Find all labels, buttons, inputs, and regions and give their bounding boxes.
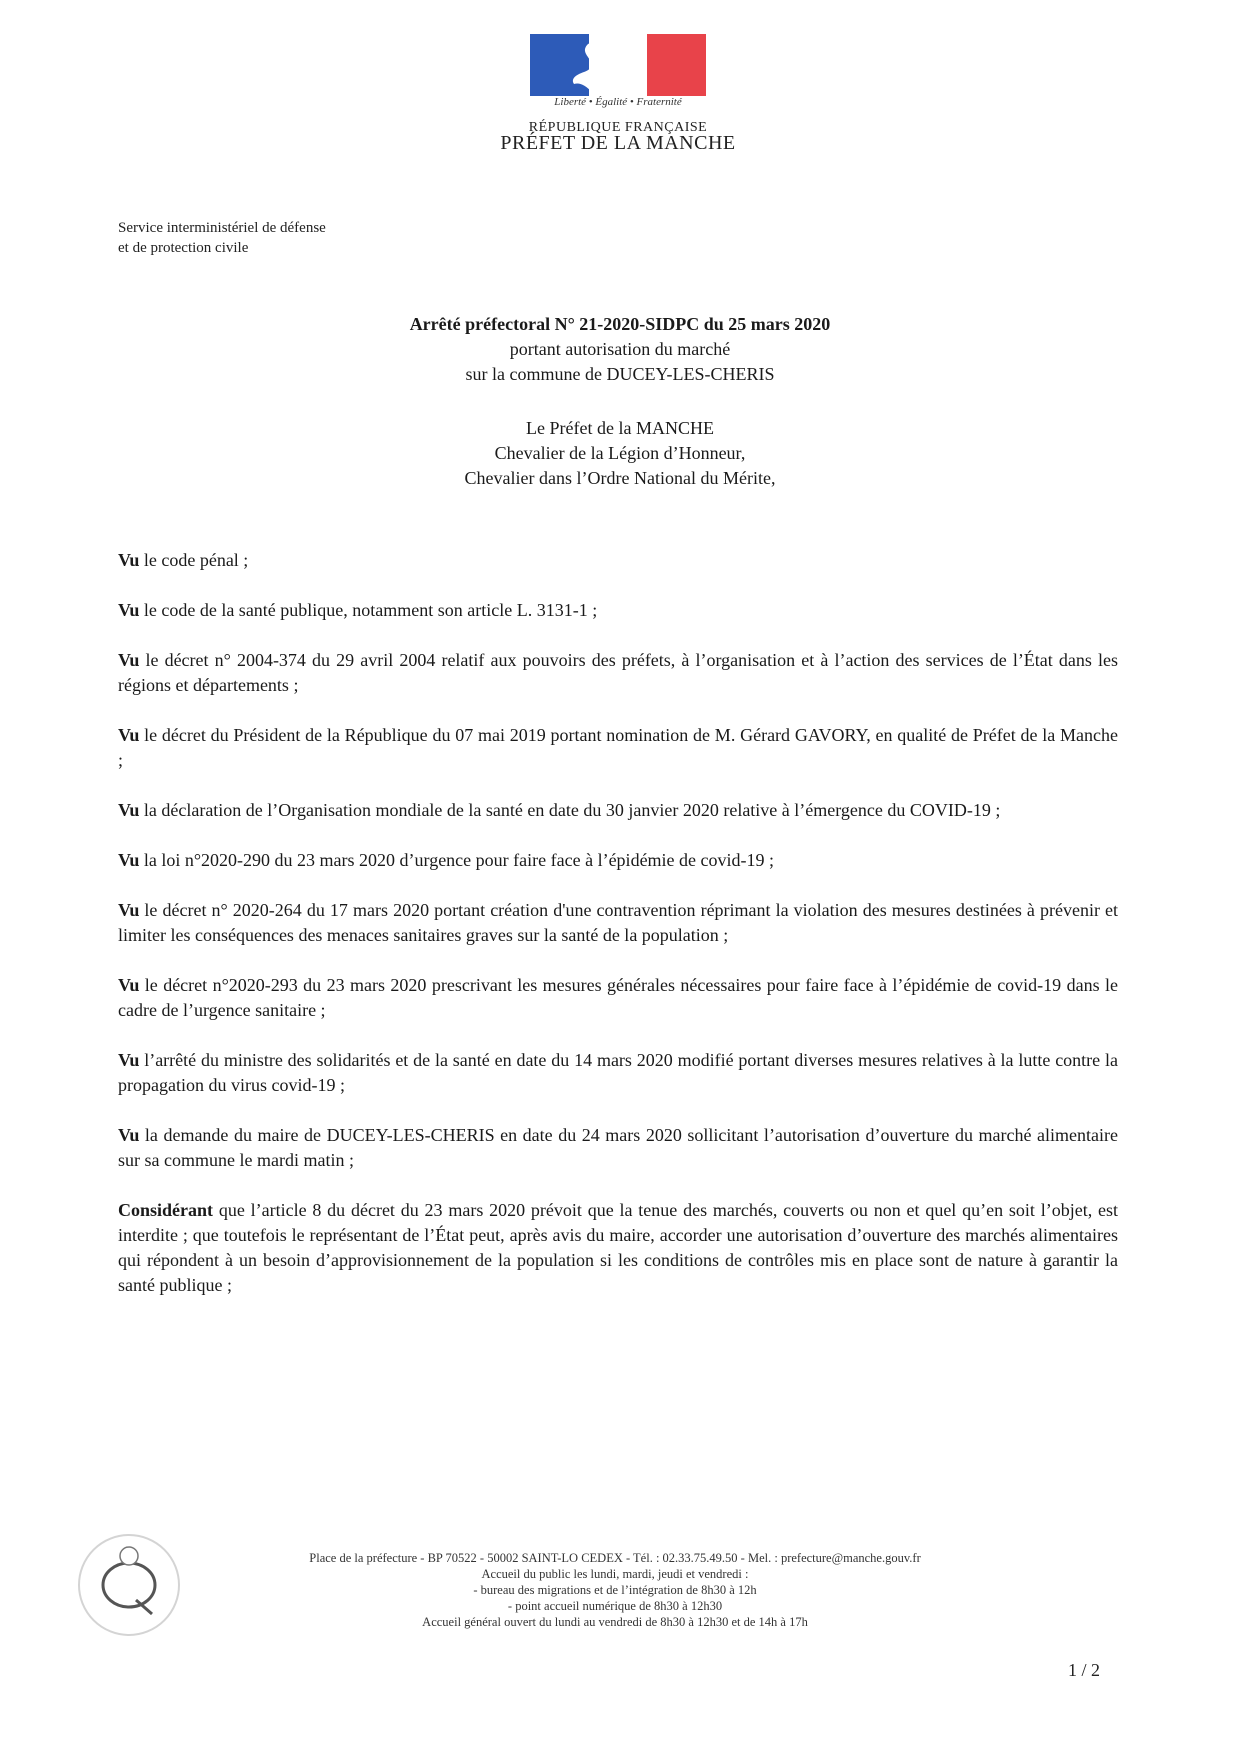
visa-text: le décret n°2020-293 du 23 mars 2020 prescrivant les mesures générales nécessaires pour faire face à l’épidémie de covid-19 dans le cadre de l’urgence sanitaire ; — [118, 975, 1118, 1020]
footer-address: Place de la préfecture - BP 70522 - 50002 SAINT-LO CEDEX - Tél. : 02.33.75.49.50 - Mel. : prefecture@manche.gouv.fr — [309, 1551, 921, 1565]
republic-motto: Liberté • Égalité • Fraternité — [554, 96, 682, 108]
visa-paragraph — [118, 648, 1118, 698]
footer-hours-numerique: - point accueil numérique de 8h30 à 12h30 — [507, 1599, 723, 1613]
marianne-logo — [524, 32, 712, 120]
visa-lead: Vu — [118, 600, 140, 620]
footer-contact — [250, 1550, 980, 1630]
visa-text: le code de la santé publique, notamment son article L. 3131-1 ; — [139, 600, 598, 620]
service-line-2: et de protection civile — [118, 240, 249, 256]
considerant-text: que l’article 8 du décret du 23 mars 2020 prévoit que la tenue des marchés, couverts ou non et quel qu’en soit l’objet, est interdite ; que toutefois le représentant de l’État peut, après avis du maire, accorder une autorisation d’ouverture des marchés alimentaires qui répondent à un besoin d’approvisionnement de la population si les conditions de contrôles mis en place sont de nature à garantir la santé publique ; — [118, 1200, 1118, 1295]
visa-text: la déclaration de l’Organisation mondiale de la santé en date du 30 janvier 2020 relative à l’émergence du COVID-19 ; — [139, 800, 1001, 820]
flag-blue-band — [530, 34, 589, 96]
visa-lead: Vu — [118, 800, 140, 820]
visa-paragraph — [118, 723, 1118, 773]
service-name — [118, 218, 326, 258]
visa-text: le décret n° 2004-374 du 29 avril 2004 relatif aux pouvoirs des préfets, à l’organisation et à l’action des services de l’État dans les régions et départements ; — [118, 650, 1118, 695]
visa-lead: Vu — [118, 1050, 140, 1070]
visa-lead: Vu — [118, 650, 140, 670]
visa-text: le décret n° 2020-264 du 17 mars 2020 portant création d'une contravention réprimant la violation des mesures destinées à prévenir et limiter les conséquences des menaces sanitaires graves sur la santé de la population ; — [118, 900, 1118, 945]
visa-paragraph — [118, 548, 1118, 573]
visa-lead: Vu — [118, 1125, 140, 1145]
tricolor-flag-icon — [530, 34, 706, 96]
visa-paragraph — [118, 848, 1118, 873]
visa-paragraph — [118, 598, 1118, 623]
considerant-lead: Considérant — [118, 1200, 214, 1220]
arrete-title-main: Arrêté préfectoral N° 21-2020-SIDPC du 25 mars 2020 — [409, 314, 831, 334]
footer-hours-general: Accueil général ouvert du lundi au vendredi de 8h30 à 12h30 et de 14h à 17h — [422, 1615, 808, 1629]
visa-text: l’arrêté du ministre des solidarités et de la santé en date du 14 mars 2020 modifié portant diverses mesures relatives à la lutte contre la propagation du virus covid-19 ; — [118, 1050, 1118, 1095]
visa-lead: Vu — [118, 900, 140, 920]
footer-hours-migrations: - bureau des migrations et de l’intégration de 8h30 à 12h — [473, 1583, 757, 1597]
prefet-titles — [160, 416, 1080, 491]
document-body — [118, 548, 1118, 1323]
visa-lead: Vu — [118, 550, 140, 570]
prefet-line-2: Chevalier de la Légion d’Honneur, — [494, 443, 746, 463]
visa-text: le code pénal ; — [139, 550, 249, 570]
quality-seal-icon — [74, 1530, 184, 1640]
visa-paragraph — [118, 798, 1118, 823]
service-line-1: Service interministériel de défense — [118, 220, 326, 236]
prefet-line-1: Le Préfet de la MANCHE — [526, 418, 714, 438]
visa-lead: Vu — [118, 725, 140, 745]
visa-lead: Vu — [118, 850, 140, 870]
visa-paragraph — [118, 898, 1118, 948]
visa-text: la loi n°2020-290 du 23 mars 2020 d’urgence pour faire face à l’épidémie de covid-19 ; — [139, 850, 775, 870]
flag-red-band — [647, 34, 706, 96]
considerant-paragraph — [118, 1198, 1118, 1298]
visa-paragraph — [118, 1048, 1118, 1098]
page-number: 1 / 2 — [1068, 1660, 1101, 1680]
prefet-line-3: Chevalier dans l’Ordre National du Mérite, — [464, 468, 776, 488]
arrete-title — [160, 312, 1080, 387]
visa-paragraph — [118, 973, 1118, 1023]
visa-paragraph — [118, 1123, 1118, 1173]
arrete-title-line-3: sur la commune de DUCEY-LES-CHERIS — [465, 364, 775, 384]
footer-hours-title: Accueil du public les lundi, mardi, jeudi et vendredi : — [481, 1567, 749, 1581]
arrete-title-line-2: portant autorisation du marché — [509, 339, 731, 359]
visa-text: la demande du maire de DUCEY-LES-CHERIS en date du 24 mars 2020 sollicitant l’autorisation d’ouverture du marché alimentaire sur sa commune le mardi matin ; — [118, 1125, 1118, 1170]
prefecture-name: PRÉFET DE LA MANCHE — [500, 132, 736, 154]
republique-francaise: RÉPUBLIQUE FRANÇAISE — [528, 120, 708, 135]
visa-lead: Vu — [118, 975, 140, 995]
visa-text: le décret du Président de la République du 07 mai 2019 portant nomination de M. Gérard GAVORY, en qualité de Préfet de la Manche ; — [118, 725, 1118, 770]
